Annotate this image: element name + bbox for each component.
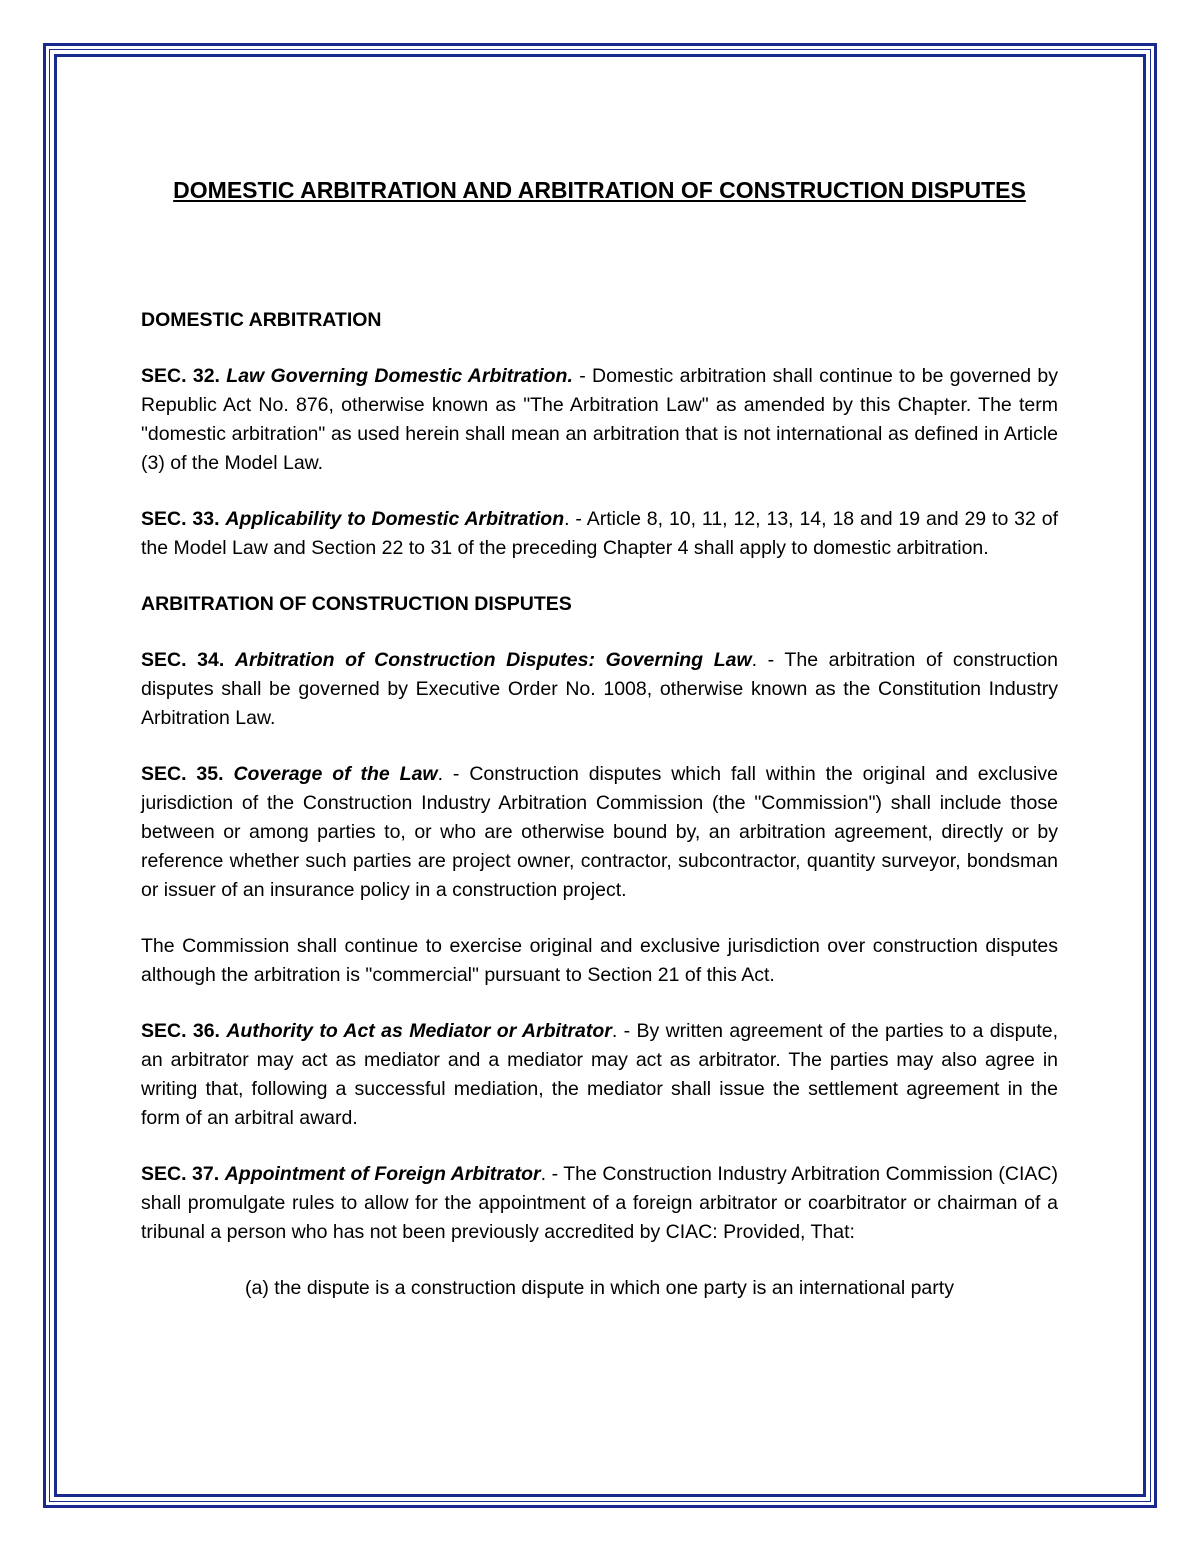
section-32-title: Law Governing Domestic Arbitration. <box>226 365 573 387</box>
section-34-title: Arbitration of Construction Disputes: Governing Law <box>234 649 752 671</box>
heading-domestic-arbitration: DOMESTIC ARBITRATION <box>141 309 382 331</box>
section-35-continued: The Commission shall continue to exercise original and exclusive jurisdiction over construction disputes although the arbitration is "commercial" pursuant to Section 21 of this Act. <box>141 935 1058 986</box>
section-32-body: - Domestic arbitration shall continue to be governed by Republic Act No. 876, otherwise known as "The Arbitration Law" as amended by this Chapter. The term "domestic arbitration" as used herein shall mean an arbitration that is not international as defined in Article (3) of the Model Law. <box>141 365 1058 474</box>
section-35-body: . - Construction disputes which fall within the original and exclusive jurisdiction of the Construction Industry Arbitration Commission (the "Commission") shall include those between or among parties to, or who are otherwise bound by, an arbitration agreement, directly or by reference whether such parties are project owner, contractor, subcontractor, quantity surveyor, bondsman or issuer of an insurance policy in a construction project. <box>141 763 1058 901</box>
section-32-number: SEC. 32. <box>141 365 220 387</box>
section-35 <box>141 760 1058 905</box>
section-33 <box>141 505 1058 563</box>
section-37-title: Appointment of Foreign Arbitrator <box>224 1163 541 1185</box>
document-body <box>141 172 1058 1303</box>
section-34-number: SEC. 34. <box>141 649 225 671</box>
section-33-number: SEC. 33. <box>141 508 220 530</box>
section-36 <box>141 1017 1058 1133</box>
section-37-body: . - The Construction Industry Arbitration Commission (CIAC) shall promulgate rules to allow for the appointment of a foreign arbitrator or coarbitrator or chairman of a tribunal a person who has not been previously accredited by CIAC: Provided, That: <box>141 1163 1059 1243</box>
section-37-item-a: (a) the dispute is a construction dispute in which one party is an international party <box>245 1277 954 1299</box>
section-34 <box>141 646 1058 733</box>
section-33-title: Applicability to Domestic Arbitration <box>225 508 565 530</box>
section-32 <box>141 362 1058 478</box>
section-33-body: . - Article 8, 10, 11, 12, 13, 14, 18 and 19 and 29 to 32 of the Model Law and Section 22 to 31 of the preceding Chapter 4 shall apply to domestic arbitration. <box>141 508 1059 559</box>
section-36-body: . - By written agreement of the parties to a dispute, an arbitrator may act as mediator and a mediator may act as arbitrator. The parties may also agree in writing that, following a successful mediation, the mediator shall issue the settlement agreement in the form of an arbitral award. <box>141 1020 1058 1129</box>
section-35-number: SEC. 35. <box>141 763 224 785</box>
section-36-title: Authority to Act as Mediator or Arbitrator <box>226 1020 612 1042</box>
section-36-number: SEC. 36. <box>141 1020 220 1042</box>
section-37 <box>141 1160 1058 1247</box>
section-35-title: Coverage of the Law <box>233 763 438 785</box>
document-title: DOMESTIC ARBITRATION AND ARBITRATION OF CONSTRUCTION DISPUTES <box>173 177 1026 203</box>
section-34-body: . - The arbitration of construction disputes shall be governed by Executive Order No. 1008, otherwise known as the Constitution Industry Arbitration Law. <box>141 649 1058 729</box>
section-37-number: SEC. 37. <box>141 1163 220 1185</box>
heading-construction-disputes: ARBITRATION OF CONSTRUCTION DISPUTES <box>141 593 572 615</box>
